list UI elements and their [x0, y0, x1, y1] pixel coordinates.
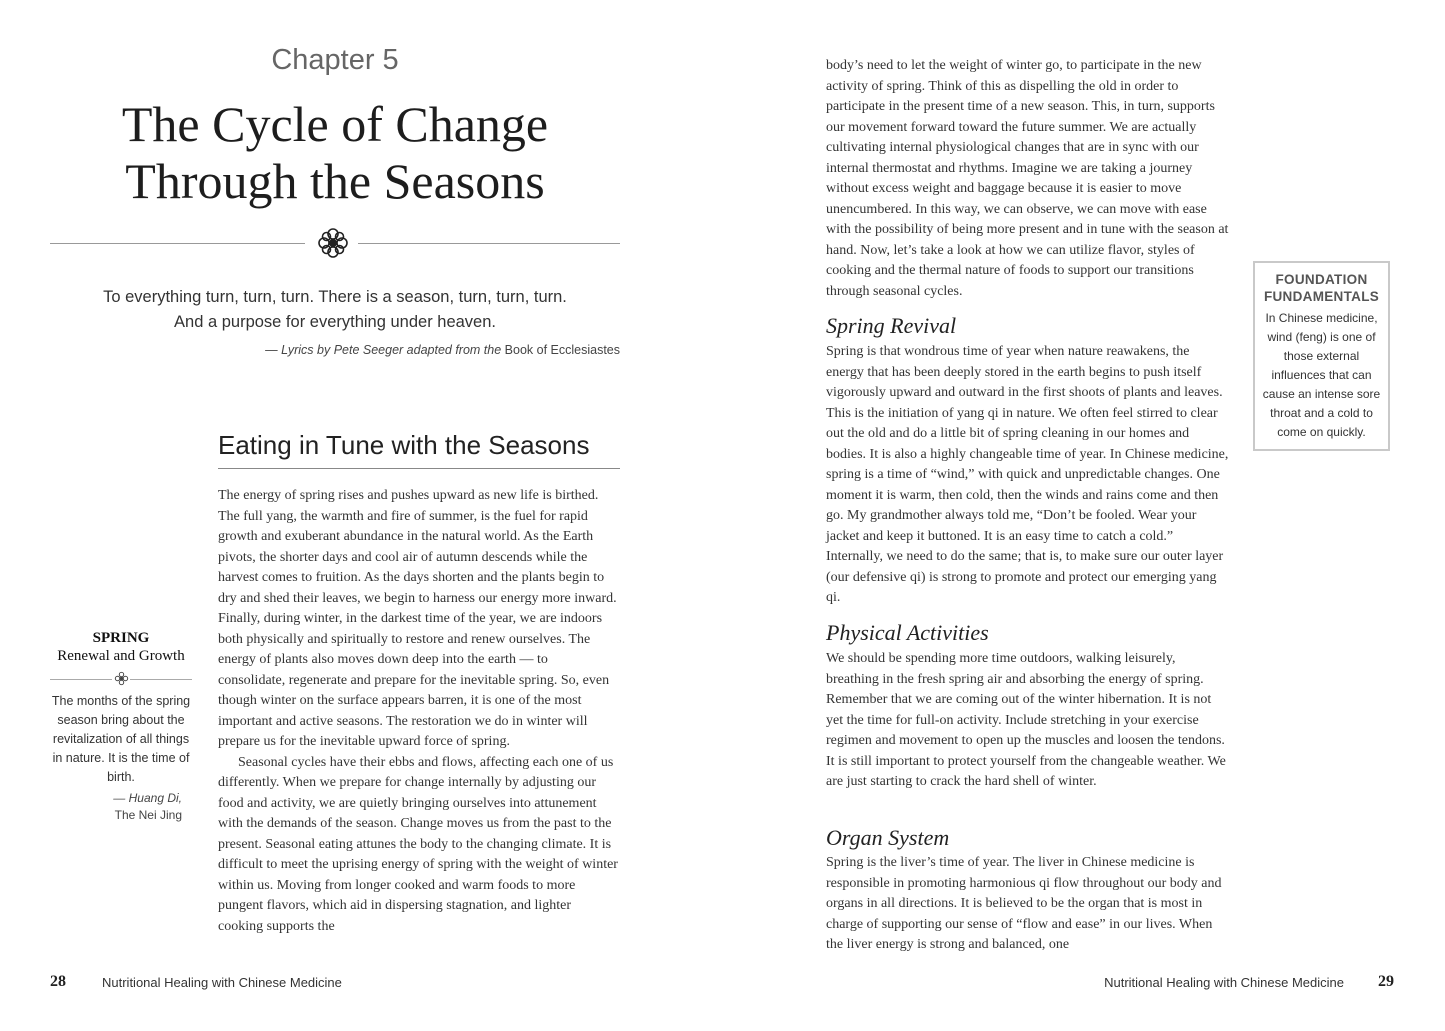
chapter-label: Chapter 5 [271, 44, 399, 76]
epigraph-credit-source: Book of Ecclesiastes [504, 343, 620, 357]
paragraph: The energy of spring rises and pushes upward as new life is birthed. The full yang, the warmth and fire of summer, is the fuel for rapid growth and exuberant abundance in the natural world. As the Earth pivots, the shorter days and cool air of autumn descends while the harvest comes to fruition. As the days shorten and the plants begin to dry and shed their leaves, we begin to harness our energy more inward. Finally, during winter, in the darkest time of the year, we are indoors both physically and spiritually to restore and renew ourselves. The energy of plants also moves down deep into the earth — to consolidate, regenerate and prepare for the inevitable spring. So, even though winter on the surface appears barren, it is one of the most important and active seasons. The restoration we do in winter will prepare us for the inevitable upward force of spring. [218, 488, 617, 749]
running-title-right: Nutritional Healing with Chinese Medicine [1104, 975, 1344, 990]
divider-left [50, 243, 305, 244]
epigraph-line1: To everything turn, turn, turn. There is a season, turn, turn, turn. [103, 288, 567, 306]
subheading-physical-activities: Physical Activities [826, 620, 989, 645]
subheading-organ-system: Organ System [826, 825, 950, 850]
right-intro-text: body’s need to let the weight of winter go, to participate in the new activity of spring. Think of this as dispelling the old in order to participate in the present time of a new season. This, in turn, supports our movement forward toward the future summer. We are actually cultivating internal physiological changes that are in sync with our internal thermostat and rhythms. Imagine we are taking a journey without excess weight and baggage because it is easier to move unencumbered. In this way, we can observe, we can move with ease with the possibility of being more present and in tune with the season at hand. Now, let’s take a look at how we can utilize flavor, styles of cooking and the thermal nature of foods to support our transitions through seasonal cycles. [826, 58, 1229, 299]
epigraph [50, 285, 620, 335]
flower-ornament-icon [316, 226, 350, 260]
left-body-text [218, 486, 618, 937]
epigraph-credit-prefix: — Lyrics by Pete Seeger adapted from the [265, 343, 505, 357]
section-rule [218, 468, 620, 469]
epigraph-line2: And a purpose for everything under heaven. [174, 313, 496, 331]
sidebar-title-line2: FUNDAMENTALS [1263, 289, 1380, 304]
chapter-title-line1: The Cycle of Change [121, 96, 549, 152]
spring-credit-line1: — Huang Di, [113, 791, 182, 805]
spring-credit-line2: The Nei Jing [114, 808, 182, 822]
paragraph: Seasonal cycles have their ebbs and flows, affecting each one of us differently. When we prepare for change internally by adjusting our food and activity, we are quietly bringing ourselves into attunement with the demands of the season. Change moves us from the past to the present. Seasonal eating attunes the body to the changing climate. It is difficult to meet the uprising energy of spring with the weight of winter within us. Moving from longer cooked and warm foods to more pungent flavors, which aid in dispersing stagnation, and lighter cooking supports the [218, 754, 618, 934]
sidebar-title [1261, 271, 1382, 305]
page-number-right: 29 [1378, 973, 1394, 990]
divider-right [358, 243, 620, 244]
spring-divider-left [50, 679, 112, 680]
epigraph-credit [50, 343, 620, 357]
foundation-fundamentals-sidebar [1253, 261, 1390, 451]
physical-activities-text: We should be spending more time outdoors, walking leisurely, breathing in the fresh spring air and absorbing the energy of spring. Remember that we are coming out of the winter hibernation. It is not yet the time for full-on activity. Include stretching in your exercise regimen and movement to open up the muscles and loosen the tendons. It is still important to protect yourself from the changeable weather. We are just starting to crack the hard shell of winter. [826, 651, 1226, 789]
spring-box-quote: The months of the spring season bring about the revitalization of all things in nature. It is the time of birth. [51, 694, 191, 784]
running-title-left: Nutritional Healing with Chinese Medicine [102, 975, 342, 990]
spring-box-subtitle: Renewal and Growth [57, 648, 185, 664]
spring-box-title: SPRING [92, 630, 150, 646]
small-flower-ornament-icon [114, 671, 129, 686]
spring-revival-text: Spring is that wondrous time of year when nature reawakens, the energy that has been deeply stored in the earth begins to push itself vigorously upward and outward in the first shoots of plants and leaves. This is the initiation of yang qi in nature. We often feel stirred to clear out the old and do a little bit of spring cleaning in our homes and bodies. It is also a highly changeable time of year. In Chinese medicine, spring is a time of “wind,” with quick and unpredictable changes. One moment it is warm, then cold, then the winds and rains come and then go. My grandmother always told me, “Don’t be fooled. Wear your jacket and keep it buttoned. It is an easy time to catch a cold.” Internally, we need to do the same; that is, to make sure our outer layer (our defensive qi) is strong to promote and protect our emerging yang qi. [826, 344, 1229, 605]
spring-divider-right [130, 679, 192, 680]
page-number-left: 28 [50, 973, 66, 990]
sidebar-text: In Chinese medicine, wind (feng) is one of those external influences that can cause an intense sore throat and a cold to come on quickly. [1262, 311, 1381, 439]
spring-box-credit [50, 790, 182, 824]
sidebar-title-line1: FOUNDATION [1275, 272, 1368, 287]
subheading-spring-revival: Spring Revival [826, 313, 957, 338]
section-heading: Eating in Tune with the Seasons [218, 430, 590, 460]
chapter-title [50, 96, 620, 210]
chapter-title-line2: Through the Seasons [125, 153, 545, 209]
organ-system-text: Spring is the liver’s time of year. The liver in Chinese medicine is responsible in promoting harmonious qi flow throughout our body and organs in all directions. It is believed to be the organ that is most in charge of supporting our sense of “flow and ease” in our lives. When the liver energy is strong and balanced, one [826, 855, 1222, 952]
